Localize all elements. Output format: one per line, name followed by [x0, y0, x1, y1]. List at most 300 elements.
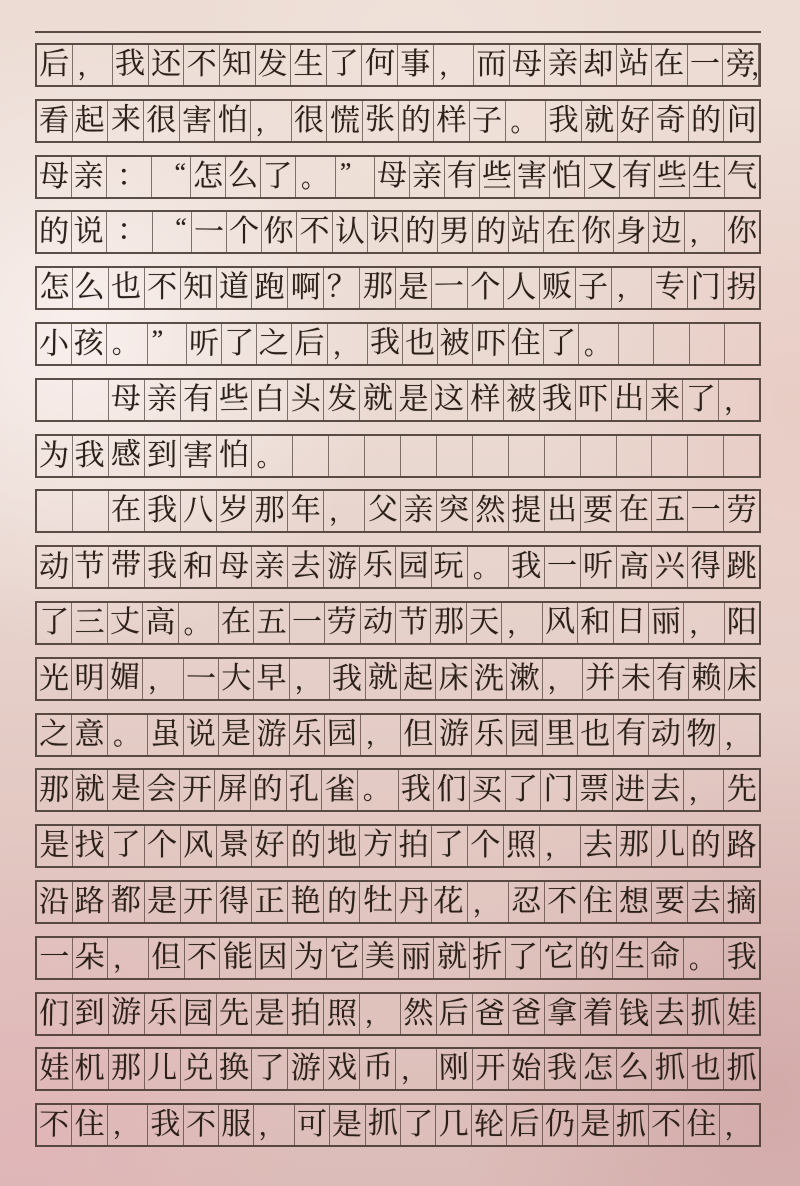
grid-cell [470, 770, 506, 810]
handwritten-character: 但 [403, 717, 434, 751]
grid-cell [288, 826, 324, 866]
handwritten-character: 生 [692, 159, 722, 193]
grid-cell [37, 770, 73, 810]
grid-cell [396, 268, 432, 308]
grid-cell [652, 882, 688, 922]
grid-cell [617, 436, 653, 476]
handwritten-character: 子 [471, 104, 503, 138]
grid-cell [37, 826, 73, 866]
handwritten-character: 知 [221, 47, 253, 81]
grid-cell [619, 324, 654, 364]
grid-cell [37, 882, 73, 922]
grid-cell [220, 938, 256, 978]
grid-cell [617, 994, 653, 1034]
handwritten-character: 在 [545, 215, 576, 249]
handwritten-character: 何 [364, 46, 395, 81]
grid-cell [360, 268, 396, 308]
grid-cell [578, 1105, 613, 1145]
handwritten-character: 了 [507, 940, 538, 974]
text-row [35, 322, 761, 366]
handwritten-character: 拿 [547, 996, 578, 1030]
grid-cell [509, 994, 545, 1034]
handwritten-character: 去 [290, 550, 321, 584]
handwritten-character: 还 [151, 48, 182, 81]
handwritten-character: 站 [510, 215, 541, 249]
grid-cell [724, 770, 759, 810]
grid-cell [470, 938, 506, 978]
grid-cell [515, 157, 550, 197]
grid-cell [473, 1049, 509, 1089]
grid-cell [192, 212, 227, 252]
handwritten-character: 个 [470, 271, 501, 305]
grid-cell [614, 212, 649, 252]
grid-cell [550, 157, 585, 197]
handwritten-character: 带 [111, 548, 142, 583]
grid-cell [725, 659, 759, 699]
grid-cell [108, 1105, 148, 1145]
grid-cell [432, 547, 468, 587]
handwritten-character: 天 [469, 605, 500, 639]
handwritten-character: 动 [39, 550, 70, 584]
handwritten-character: 屏 [217, 773, 248, 807]
grid-cell [612, 268, 653, 308]
handwritten-character: 怕 [551, 158, 583, 193]
text-row [35, 210, 761, 254]
handwritten-character: 怎 [583, 1052, 614, 1086]
handwritten-character: 问 [726, 103, 757, 137]
handwritten-character: ， [472, 889, 500, 919]
handwritten-character: 动 [650, 716, 682, 751]
handwritten-character: 去 [583, 829, 614, 863]
grid-cell [73, 994, 109, 1034]
grid-cell [410, 157, 445, 197]
handwritten-character: 是 [110, 772, 141, 806]
handwritten-character: 也 [405, 326, 436, 360]
handwritten-character: 一 [547, 550, 578, 584]
grid-cell [292, 101, 328, 141]
grid-cell [576, 268, 612, 308]
handwritten-character: 而 [476, 48, 507, 81]
handwritten-character: 不 [147, 271, 178, 305]
handwritten-character: ， [76, 51, 104, 82]
grid-cell [365, 436, 401, 476]
handwritten-character: 五 [654, 493, 686, 528]
handwritten-character: 也 [110, 270, 142, 304]
handwritten-character: 在 [654, 47, 685, 81]
handwritten-character: 节 [74, 550, 105, 584]
grid-cell [288, 882, 324, 922]
grid-cell [363, 101, 399, 141]
grid-cell [254, 1105, 294, 1145]
handwritten-character: 不 [547, 884, 578, 918]
grid-cell [724, 826, 759, 866]
grid-cell [545, 1049, 581, 1089]
handwritten-character: 发 [257, 47, 288, 82]
text-row [35, 545, 761, 589]
grid-cell [215, 770, 251, 810]
handwritten-character: 生 [293, 48, 324, 81]
grid-cell [109, 882, 145, 922]
handwritten-character: 丈 [109, 605, 141, 639]
grid-cell [684, 770, 725, 810]
handwritten-character: 的 [326, 885, 357, 919]
grid-cell [578, 603, 613, 643]
grid-cell [181, 826, 217, 866]
handwritten-character: 出 [613, 381, 645, 415]
handwritten-character: ， [544, 832, 571, 862]
grid-cell [37, 436, 73, 476]
grid-cell [72, 324, 107, 364]
grid-cell [73, 436, 109, 476]
grid-cell [540, 826, 581, 866]
handwritten-character: ， [332, 331, 359, 361]
grid-cell [399, 938, 435, 978]
grid-cell [153, 212, 192, 252]
text-row [35, 99, 761, 143]
handwritten-character: 了 [434, 828, 465, 862]
grid-cell [545, 436, 581, 476]
grid-cell [613, 938, 649, 978]
handwritten-character: 了 [328, 47, 360, 81]
handwritten-character: 园 [327, 716, 358, 751]
handwritten-character: 忍 [511, 884, 542, 918]
grid-cell [614, 603, 649, 643]
handwritten-character: 进 [614, 773, 646, 808]
grid-cell [145, 491, 181, 531]
handwritten-character: 感 [111, 437, 142, 471]
handwritten-character: 起 [74, 103, 105, 137]
grid-cell [361, 715, 401, 755]
grid-cell [577, 938, 613, 978]
grid-cell [724, 882, 759, 922]
grid-cell [217, 491, 253, 531]
handwritten-character: 就 [362, 381, 393, 415]
grid-cell [685, 212, 725, 252]
grid-cell [582, 101, 618, 141]
grid-cell [577, 770, 613, 810]
handwritten-character: 些 [482, 159, 512, 193]
grid-cell [725, 603, 759, 643]
handwritten-character: 始 [511, 1052, 542, 1086]
grid-cell [252, 436, 293, 476]
grid-cell [217, 882, 253, 922]
grid-cell [252, 491, 288, 531]
grid-cell [684, 938, 725, 978]
handwritten-character: 虽 [150, 717, 181, 751]
handwritten-character: 我 [150, 1108, 181, 1142]
handwritten-character: 么 [74, 271, 105, 305]
text-row [35, 489, 761, 533]
handwritten-character: 事 [400, 48, 431, 81]
handwritten-character: ， [328, 497, 356, 528]
grid-cell [328, 324, 368, 364]
handwritten-character: 阳 [726, 605, 757, 639]
grid-cell [37, 380, 73, 420]
grid-cell [688, 436, 724, 476]
grid-cell [648, 938, 684, 978]
handwritten-character: 住 [73, 1108, 105, 1142]
grid-cell [72, 157, 107, 197]
grid-cell [398, 45, 434, 85]
grid-cell [368, 212, 403, 252]
handwritten-character: 边 [651, 215, 682, 249]
handwritten-character: 到 [147, 438, 178, 472]
grid-cell [649, 212, 684, 252]
grid-cell [432, 826, 468, 866]
handwritten-character: ： [116, 158, 148, 193]
handwritten-character: 明 [73, 661, 105, 695]
grid-cell [396, 547, 432, 587]
handwritten-character: 风 [183, 829, 214, 863]
handwritten-character: 出 [546, 493, 578, 528]
grid-cell [217, 826, 253, 866]
handwritten-character: 不 [651, 1108, 682, 1142]
handwritten-character: ， [689, 219, 716, 249]
grid-cell [509, 436, 545, 476]
grid-cell [325, 715, 360, 755]
handwritten-character: 得 [690, 550, 721, 584]
handwritten-character: 。 [472, 554, 500, 584]
grid-cell [360, 882, 396, 922]
grid-cell [509, 1049, 545, 1089]
handwritten-character: 买 [471, 773, 503, 808]
handwritten-character: “ [174, 157, 186, 187]
handwritten-character: 媚 [109, 660, 141, 694]
handwritten-character: 了 [224, 326, 255, 360]
grid-cell [720, 715, 759, 755]
handwritten-character: ， [616, 274, 643, 304]
grid-cell [288, 994, 324, 1034]
grid-cell [581, 547, 617, 587]
handwritten-character: 孔 [288, 773, 319, 807]
grid-cell [725, 212, 759, 252]
grid-cell [252, 1049, 288, 1089]
grid-cell [327, 938, 363, 978]
handwritten-character: ， [148, 665, 175, 695]
handwritten-character: 和 [580, 605, 611, 639]
grid-cell [617, 491, 653, 531]
handwritten-character: 一 [690, 494, 721, 528]
handwritten-character: 好 [254, 829, 285, 863]
grid-cell [434, 45, 475, 85]
text-row [35, 266, 761, 310]
handwritten-character: 气 [727, 159, 757, 193]
grid-cell [292, 938, 328, 978]
handwritten-character: 游 [111, 995, 142, 1029]
handwritten-character: 住 [686, 1108, 717, 1142]
grid-cell [324, 882, 360, 922]
grid-cell [360, 826, 396, 866]
grid-cell [324, 380, 360, 420]
text-row [35, 378, 761, 422]
handwritten-character: 。 [362, 776, 390, 806]
grid-cell [109, 491, 145, 531]
margin-squeezed-comma: ， [750, 52, 777, 81]
handwritten-character: 娃 [726, 996, 757, 1030]
handwritten-character: 游 [438, 716, 469, 751]
handwritten-character: ， [364, 999, 392, 1029]
grid-cell [617, 826, 653, 866]
handwritten-character: 我 [541, 381, 573, 416]
grid-cell [652, 826, 688, 866]
grid-cell [581, 1049, 617, 1089]
handwritten-character: 贩 [541, 270, 573, 304]
grid-cell [330, 659, 365, 699]
handwritten-character: 的 [579, 940, 610, 974]
handwritten-character: 游 [290, 1052, 321, 1086]
grid-cell [648, 770, 684, 810]
grid-cell [222, 324, 257, 364]
handwritten-character: ， [113, 944, 140, 974]
handwritten-character: ， [112, 1110, 140, 1141]
grid-cell [107, 212, 152, 252]
handwritten-character: 头 [290, 382, 321, 416]
handwritten-character: 亲 [412, 159, 442, 193]
grid-cell [254, 603, 289, 643]
grid-cell [72, 212, 107, 252]
grid-cell [73, 1049, 109, 1089]
grid-cell [543, 603, 578, 643]
handwritten-character: 到 [74, 996, 105, 1030]
handwritten-character: 去 [650, 773, 681, 807]
handwritten-character: 这 [434, 381, 465, 416]
handwritten-character: 着 [583, 996, 614, 1030]
grid-cell [509, 882, 545, 922]
handwritten-character: 床 [726, 661, 757, 695]
grid-cell [509, 547, 545, 587]
handwritten-character: 服 [221, 1108, 252, 1142]
grid-cell [181, 268, 217, 308]
grid-cell [473, 491, 509, 531]
grid-cell [184, 1105, 219, 1145]
grid-cell [432, 380, 468, 420]
handwritten-character: 丽 [400, 940, 431, 974]
grid-cell [290, 603, 325, 643]
handwritten-character: 跳 [726, 550, 757, 584]
handwritten-character: 你 [726, 215, 757, 249]
grid-cell [180, 770, 216, 810]
grid-cell [37, 1049, 73, 1089]
grid-cell [437, 436, 473, 476]
handwritten-character: 艳 [290, 884, 321, 918]
grid-cell [144, 770, 180, 810]
handwritten-character: 。 [112, 720, 140, 751]
grid-cell [297, 212, 332, 252]
grid-cell [581, 994, 617, 1034]
grid-cell [543, 1105, 578, 1145]
handwritten-character: 住 [510, 326, 541, 360]
handwritten-character: 。 [688, 944, 715, 974]
handwritten-character: 我 [147, 494, 178, 528]
grid-cell [73, 938, 109, 978]
grid-cell [37, 603, 72, 643]
grid-cell [368, 324, 403, 364]
handwritten-character: 在 [220, 605, 252, 639]
grid-cell [472, 1105, 507, 1145]
grid-cell [252, 268, 288, 308]
grid-cell [653, 101, 689, 141]
handwritten-character: ， [255, 107, 282, 137]
handwritten-character: 母 [512, 48, 543, 81]
handwritten-character: 一 [689, 48, 720, 81]
grid-cell [688, 491, 724, 531]
grid-cell [688, 882, 724, 922]
handwritten-character: ， [438, 51, 465, 81]
handwritten-character: 要 [583, 494, 614, 528]
handwritten-character: 动 [362, 604, 394, 639]
grid-cell [473, 436, 509, 476]
grid-cell [108, 659, 143, 699]
handwritten-character: 我 [332, 662, 363, 696]
handwritten-character: 跑 [254, 271, 285, 305]
grid-cell [614, 715, 649, 755]
grid-cell [109, 826, 145, 866]
grid-cell [180, 101, 216, 141]
handwritten-character: 去 [690, 884, 721, 918]
handwritten-character: 路 [726, 829, 757, 863]
handwritten-character: ， [547, 665, 574, 695]
handwritten-character: 看 [39, 104, 70, 138]
handwritten-character: 住 [583, 884, 614, 918]
handwritten-character: 门 [543, 773, 574, 807]
grid-cell [251, 101, 292, 141]
grid-cell [148, 715, 183, 755]
handwritten-character: ， [258, 1112, 286, 1142]
handwritten-character: 五 [255, 605, 287, 640]
grid-cell [612, 380, 648, 420]
grid-cell [502, 603, 542, 643]
grid-cell [619, 659, 654, 699]
handwritten-character: 吓 [475, 327, 506, 361]
grid-cell [652, 268, 688, 308]
grid-cell [438, 324, 473, 364]
grid-cell [437, 491, 473, 531]
grid-cell [507, 1105, 542, 1145]
handwritten-character: 的 [290, 829, 321, 863]
grid-cell [480, 157, 515, 197]
handwritten-character: 不 [186, 48, 217, 81]
grid-cell [149, 938, 185, 978]
handwritten-character: 美 [365, 939, 396, 973]
handwritten-character: 了 [685, 382, 716, 416]
grid-cell [333, 212, 368, 252]
handwritten-character: 样 [470, 382, 501, 416]
grid-cell [324, 826, 360, 866]
grid-cell [217, 547, 253, 587]
handwritten-character: 它 [543, 939, 574, 974]
grid-cell [109, 547, 145, 587]
grid-cell [73, 380, 109, 420]
grid-cell [181, 491, 217, 531]
handwritten-character: 了 [254, 1052, 285, 1086]
grid-cell [362, 45, 398, 85]
grid-cell [579, 324, 619, 364]
grid-cell [403, 324, 438, 364]
handwritten-character: 在 [110, 493, 142, 528]
handwritten-character: 。 [112, 329, 139, 360]
text-row [35, 601, 761, 645]
handwritten-character: 我 [511, 550, 542, 584]
grid-cell [152, 157, 191, 197]
grid-cell [360, 994, 401, 1034]
grid-cell [324, 547, 360, 587]
handwritten-character: 个 [470, 829, 501, 863]
handwritten-character: 光 [38, 662, 70, 696]
handwritten-character: 个 [229, 215, 260, 249]
handwritten-character: 。 [183, 609, 210, 639]
grid-cell [181, 994, 217, 1034]
handwritten-character: 我 [147, 550, 178, 584]
